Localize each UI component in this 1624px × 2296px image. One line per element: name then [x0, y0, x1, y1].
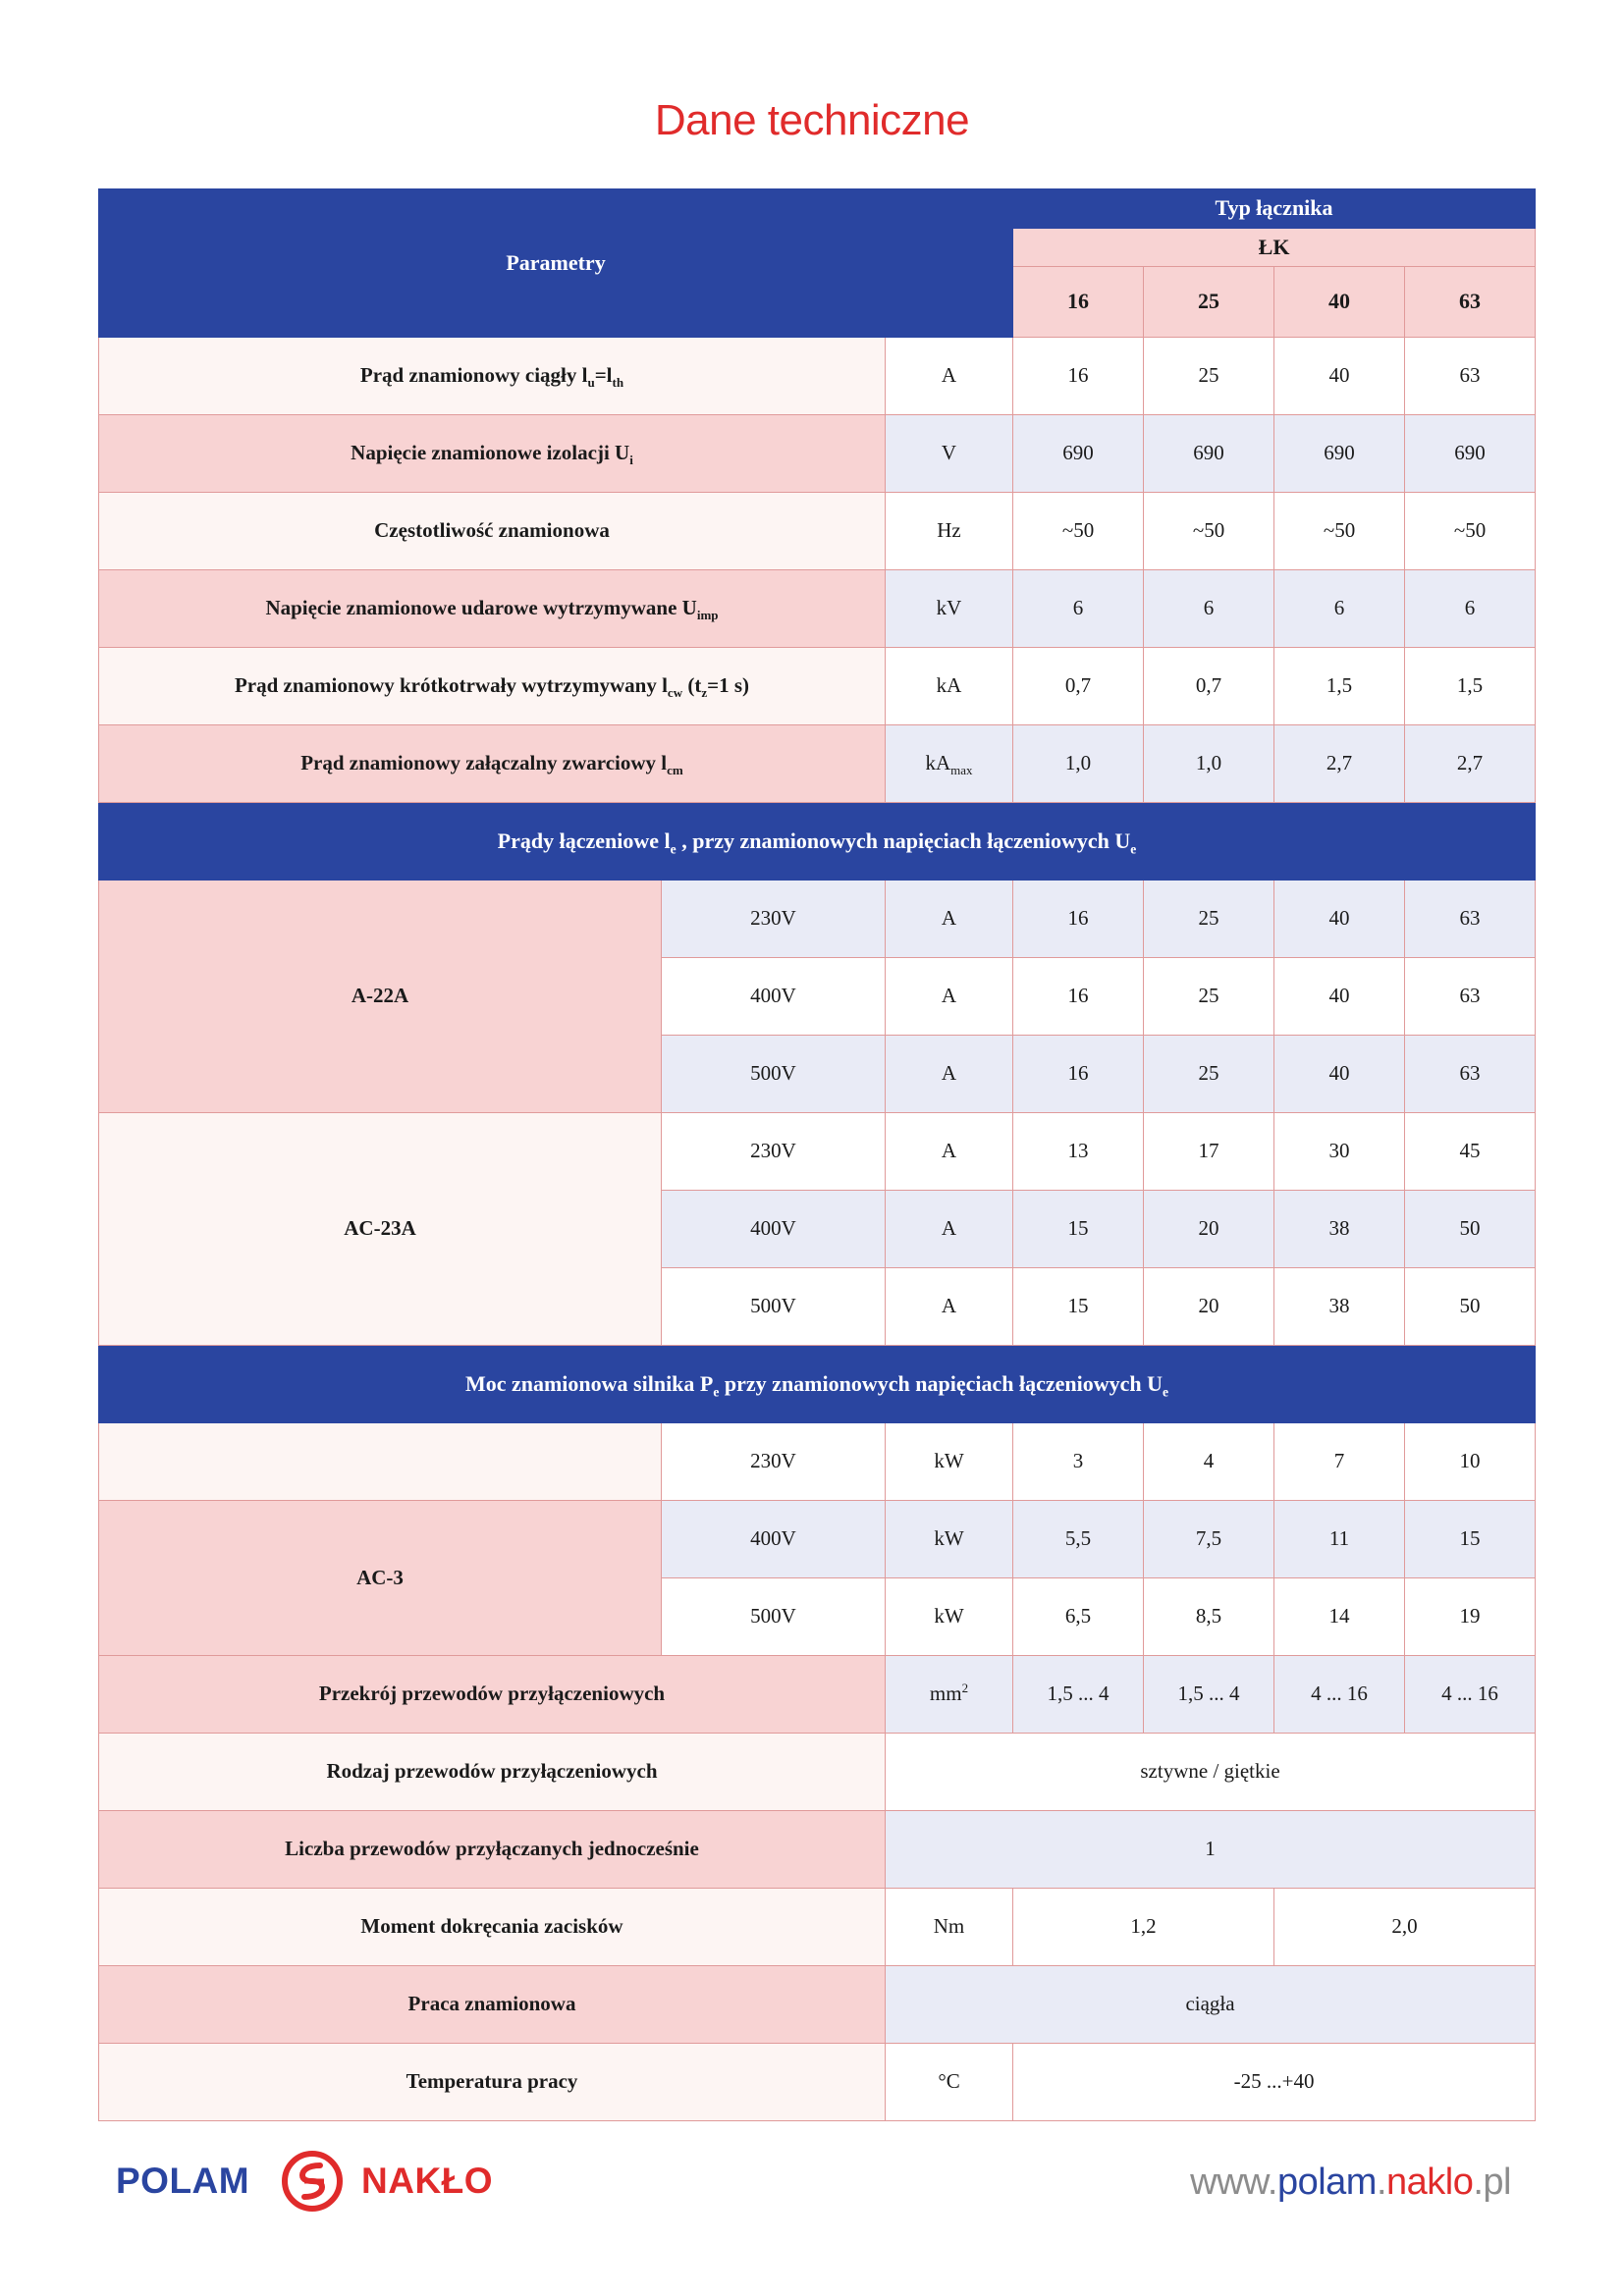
value-cell: ciągła: [886, 1966, 1536, 2044]
unit-cell: $mm^2$: [886, 1656, 1013, 1734]
value-cell: 63: [1405, 881, 1536, 958]
voltage-cell: 400V: [662, 958, 886, 1036]
website-url[interactable]: [1190, 2162, 1511, 2204]
value-cell: ~50: [1405, 493, 1536, 570]
value-cell: 11: [1274, 1501, 1405, 1578]
empty-cell: [99, 1423, 662, 1501]
value-cell: 1: [886, 1811, 1536, 1889]
voltage-cell: 230V: [662, 1423, 886, 1501]
value-cell: 4 ... 16: [1274, 1656, 1405, 1734]
table-row: [99, 648, 1536, 725]
value-cell: 690: [1274, 415, 1405, 493]
table-row: [99, 1966, 1536, 2044]
value-cell: 6: [1144, 570, 1274, 648]
url-polam: polam: [1276, 2162, 1377, 2203]
param-label: Rodzaj przewodów przyłączeniowych: [99, 1734, 886, 1811]
table-row: [99, 570, 1536, 648]
unit-cell: kW: [886, 1578, 1013, 1656]
value-cell: 25: [1144, 1036, 1274, 1113]
value-cell: 4: [1144, 1423, 1274, 1501]
param-label: Praca znamionowa: [99, 1966, 886, 2044]
value-cell: 7,5: [1144, 1501, 1274, 1578]
voltage-cell: 230V: [662, 881, 886, 958]
value-cell: 1,0: [1013, 725, 1144, 803]
header-size: 16: [1013, 267, 1144, 338]
value-cell: 1,5 ... 4: [1144, 1656, 1274, 1734]
value-cell: ~50: [1144, 493, 1274, 570]
value-cell: 16: [1013, 338, 1144, 415]
value-cell: 1,5 ... 4: [1013, 1656, 1144, 1734]
unit-cell: A: [886, 1036, 1013, 1113]
header-lk: ŁK: [1013, 229, 1536, 267]
value-cell: 25: [1144, 338, 1274, 415]
value-cell: 40: [1274, 881, 1405, 958]
value-cell: sztywne / giętkie: [886, 1734, 1536, 1811]
table-row: [99, 1113, 1536, 1191]
param-label: Częstotliwość znamionowa: [99, 493, 886, 570]
logo-text-naklo: NAKŁO: [361, 2161, 494, 2201]
page-title: Dane techniczne: [654, 96, 970, 144]
voltage-cell: 400V: [662, 1501, 886, 1578]
param-label: Przekrój przewodów przyłączeniowych: [99, 1656, 886, 1734]
value-cell: 63: [1405, 338, 1536, 415]
value-cell: ~50: [1274, 493, 1405, 570]
value-cell: 20: [1144, 1191, 1274, 1268]
unit-cell: Nm: [886, 1889, 1013, 1966]
value-cell: 63: [1405, 958, 1536, 1036]
value-cell: 38: [1274, 1191, 1405, 1268]
unit-cell: A: [886, 881, 1013, 958]
voltage-cell: 500V: [662, 1578, 886, 1656]
category-label-ac23a: AC-23A: [99, 1113, 662, 1346]
value-cell: 15: [1013, 1268, 1144, 1346]
technical-data-table: [98, 188, 1536, 2121]
header-size: 25: [1144, 267, 1274, 338]
param-label: Moment dokręcania zacisków: [99, 1889, 886, 1966]
value-cell: 2,0: [1274, 1889, 1536, 1966]
header-size: 40: [1274, 267, 1405, 338]
value-cell: 2,7: [1274, 725, 1405, 803]
table-row: [99, 1889, 1536, 1966]
param-label: Prąd znamionowy ciągły $l_u=l_{th}$: [99, 338, 886, 415]
value-cell: 0,7: [1144, 648, 1274, 725]
unit-cell: °C: [886, 2044, 1013, 2121]
unit-cell: kW: [886, 1501, 1013, 1578]
table-row: [99, 1423, 1536, 1501]
table-row: [99, 1811, 1536, 1889]
value-cell: 10: [1405, 1423, 1536, 1501]
param-label: Temperatura pracy: [99, 2044, 886, 2121]
category-label-a22a: A-22A: [99, 881, 662, 1113]
param-label: Liczba przewodów przyłączanych jednocześnie: [99, 1811, 886, 1889]
table-row: [99, 881, 1536, 958]
value-cell: 16: [1013, 881, 1144, 958]
table-row: [99, 415, 1536, 493]
logo-mark-icon: [281, 2150, 344, 2213]
unit-cell: A: [886, 338, 1013, 415]
value-cell: 6: [1405, 570, 1536, 648]
category-label-ac3: AC-3: [99, 1501, 662, 1656]
voltage-cell: 230V: [662, 1113, 886, 1191]
value-cell: 7: [1274, 1423, 1405, 1501]
url-suffix: .pl: [1473, 2162, 1511, 2203]
unit-cell: A: [886, 958, 1013, 1036]
value-cell: 50: [1405, 1268, 1536, 1346]
value-cell: 6: [1013, 570, 1144, 648]
unit-cell: kW: [886, 1423, 1013, 1501]
value-cell: 16: [1013, 1036, 1144, 1113]
value-cell: 16: [1013, 958, 1144, 1036]
value-cell: 30: [1274, 1113, 1405, 1191]
value-cell: 15: [1013, 1191, 1144, 1268]
value-cell: 40: [1274, 1036, 1405, 1113]
table-row: [99, 1734, 1536, 1811]
value-cell: 40: [1274, 338, 1405, 415]
unit-cell: Hz: [886, 493, 1013, 570]
unit-cell: A: [886, 1113, 1013, 1191]
value-cell: 0,7: [1013, 648, 1144, 725]
header-typ-lacznika: Typ łącznika: [1013, 189, 1536, 229]
voltage-cell: 400V: [662, 1191, 886, 1268]
param-label: Prąd znamionowy załączalny zwarciowy $l_{cm}$: [99, 725, 886, 803]
value-cell: 3: [1013, 1423, 1144, 1501]
unit-cell: A: [886, 1191, 1013, 1268]
value-cell: 690: [1405, 415, 1536, 493]
table-row: [99, 2044, 1536, 2121]
value-cell: 690: [1144, 415, 1274, 493]
url-prefix: www.: [1190, 2162, 1277, 2203]
section-header-switching-currents: Prądy łączeniowe $l_e$ , przy znamionowych napięciach łączeniowych $U_e$: [99, 803, 1536, 881]
value-cell: 14: [1274, 1578, 1405, 1656]
value-cell: 4 ... 16: [1405, 1656, 1536, 1734]
value-cell: 5,5: [1013, 1501, 1144, 1578]
value-cell: 6: [1274, 570, 1405, 648]
voltage-cell: 500V: [662, 1036, 886, 1113]
value-cell: 19: [1405, 1578, 1536, 1656]
unit-cell: kV: [886, 570, 1013, 648]
param-label: Prąd znamionowy krótkotrwały wytrzymywany $l_{cw}$ ($t_z=1$ s): [99, 648, 886, 725]
header-size: 63: [1405, 267, 1536, 338]
value-cell: 25: [1144, 881, 1274, 958]
value-cell: 17: [1144, 1113, 1274, 1191]
value-cell: 8,5: [1144, 1578, 1274, 1656]
section-header-motor-power: Moc znamionowa silnika $P_e$ przy znamionowych napięciach łączeniowych $U_e$: [99, 1346, 1536, 1423]
value-cell: 45: [1405, 1113, 1536, 1191]
value-cell: 1,5: [1274, 648, 1405, 725]
unit-cell: V: [886, 415, 1013, 493]
value-cell: 1,5: [1405, 648, 1536, 725]
value-cell: 38: [1274, 1268, 1405, 1346]
value-cell: ~50: [1013, 493, 1144, 570]
table-row: [99, 493, 1536, 570]
value-cell: -25 ...+40: [1013, 2044, 1536, 2121]
value-cell: 6,5: [1013, 1578, 1144, 1656]
value-cell: 40: [1274, 958, 1405, 1036]
table-row: [99, 338, 1536, 415]
value-cell: 690: [1013, 415, 1144, 493]
company-logo: [116, 2150, 509, 2213]
param-label: Napięcie znamionowe udarowe wytrzymywane $U_{imp}$: [99, 570, 886, 648]
url-dot: .: [1376, 2162, 1387, 2203]
table-row: [99, 725, 1536, 803]
value-cell: 25: [1144, 958, 1274, 1036]
table-row: [99, 1656, 1536, 1734]
voltage-cell: 500V: [662, 1268, 886, 1346]
param-label: Napięcie znamionowe izolacji $U_i$: [99, 415, 886, 493]
unit-cell: A: [886, 1268, 1013, 1346]
value-cell: 15: [1405, 1501, 1536, 1578]
table-row: [99, 1501, 1536, 1578]
value-cell: 1,0: [1144, 725, 1274, 803]
value-cell: 20: [1144, 1268, 1274, 1346]
url-naklo: naklo: [1386, 2162, 1474, 2203]
header-parametry: Parametry: [99, 189, 1013, 338]
value-cell: 63: [1405, 1036, 1536, 1113]
unit-cell: $kA_{max}$: [886, 725, 1013, 803]
logo-text-polam: POLAM: [116, 2161, 250, 2201]
value-cell: 50: [1405, 1191, 1536, 1268]
unit-cell: kA: [886, 648, 1013, 725]
value-cell: 13: [1013, 1113, 1144, 1191]
value-cell: 2,7: [1405, 725, 1536, 803]
value-cell: 1,2: [1013, 1889, 1274, 1966]
